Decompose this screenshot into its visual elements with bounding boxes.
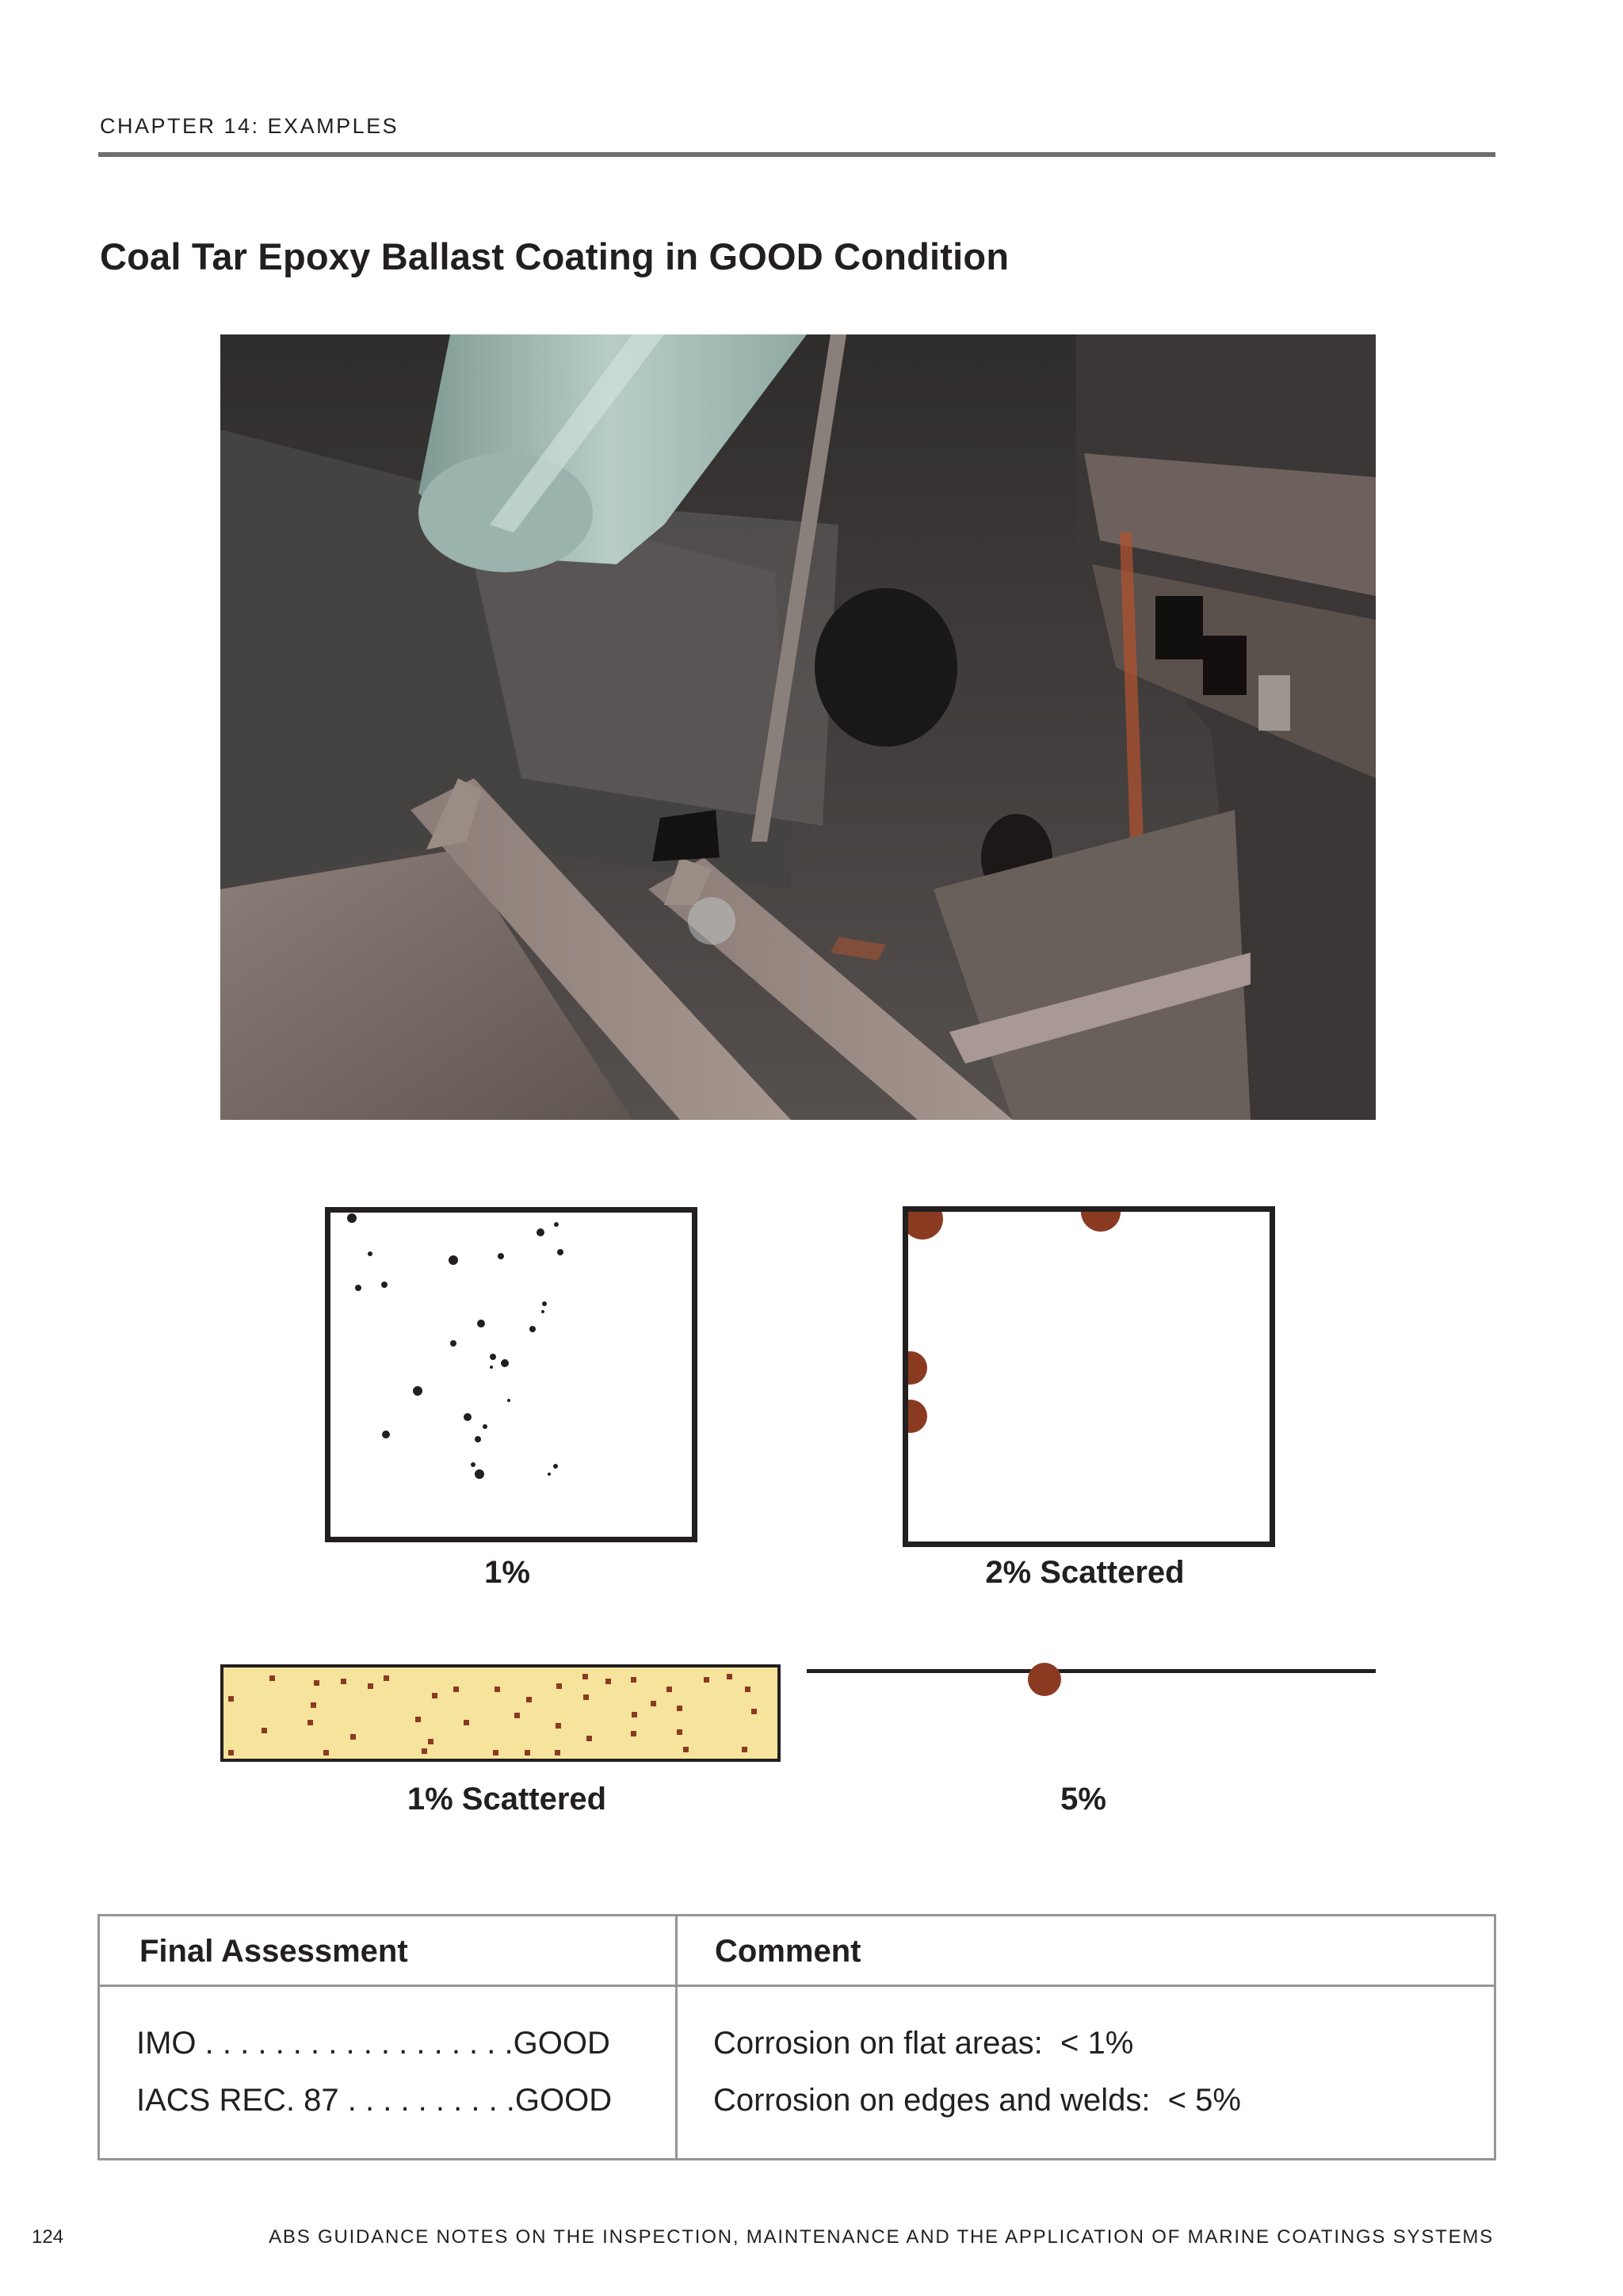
header-comment: Comment	[715, 1934, 861, 1969]
figure-label-1: 1%	[484, 1555, 530, 1590]
chart-1-percent-scattered-strip	[220, 1664, 781, 1762]
table-row-iacs-rating: IACS REC. 87 . . . . . . . . . .GOOD	[136, 2083, 613, 2118]
chart-1-percent	[325, 1207, 697, 1542]
table-row-imo-rating: IMO . . . . . . . . . . . . . . . . . .GOOD	[136, 2026, 610, 2061]
page-title: Coal Tar Epoxy Ballast Coating in GOOD Condition	[100, 235, 1010, 277]
table-row-iacs-comment: Corrosion on edges and welds: < 5%	[713, 2083, 1241, 2118]
figure-label-2: 2% Scattered	[985, 1555, 1185, 1590]
footer-publication: ABS GUIDANCE NOTES ON THE INSPECTION, MAINTENANCE AND THE APPLICATION OF MARINE COATINGS SYSTEMS	[269, 2226, 1494, 2248]
figure-label-4: 5%	[1060, 1782, 1106, 1817]
chapter-heading: CHAPTER 14: EXAMPLES	[100, 114, 399, 138]
table-header-divider	[100, 1985, 1494, 1987]
ballast-tank-photo	[220, 334, 1376, 1120]
chapter-rule	[98, 152, 1495, 157]
header-final-assessment: Final Assessment	[139, 1934, 408, 1969]
table-row-imo-comment: Corrosion on flat areas: < 1%	[713, 2026, 1134, 2061]
chart-2-percent-scattered	[903, 1206, 1275, 1547]
table-column-divider	[675, 1916, 678, 2158]
edge-line	[807, 1669, 1376, 1673]
page-number: 124	[32, 2226, 64, 2248]
edge-corrosion-dot	[1028, 1663, 1061, 1696]
assessment-table	[97, 1914, 1496, 2160]
figure-label-3: 1% Scattered	[407, 1782, 607, 1817]
